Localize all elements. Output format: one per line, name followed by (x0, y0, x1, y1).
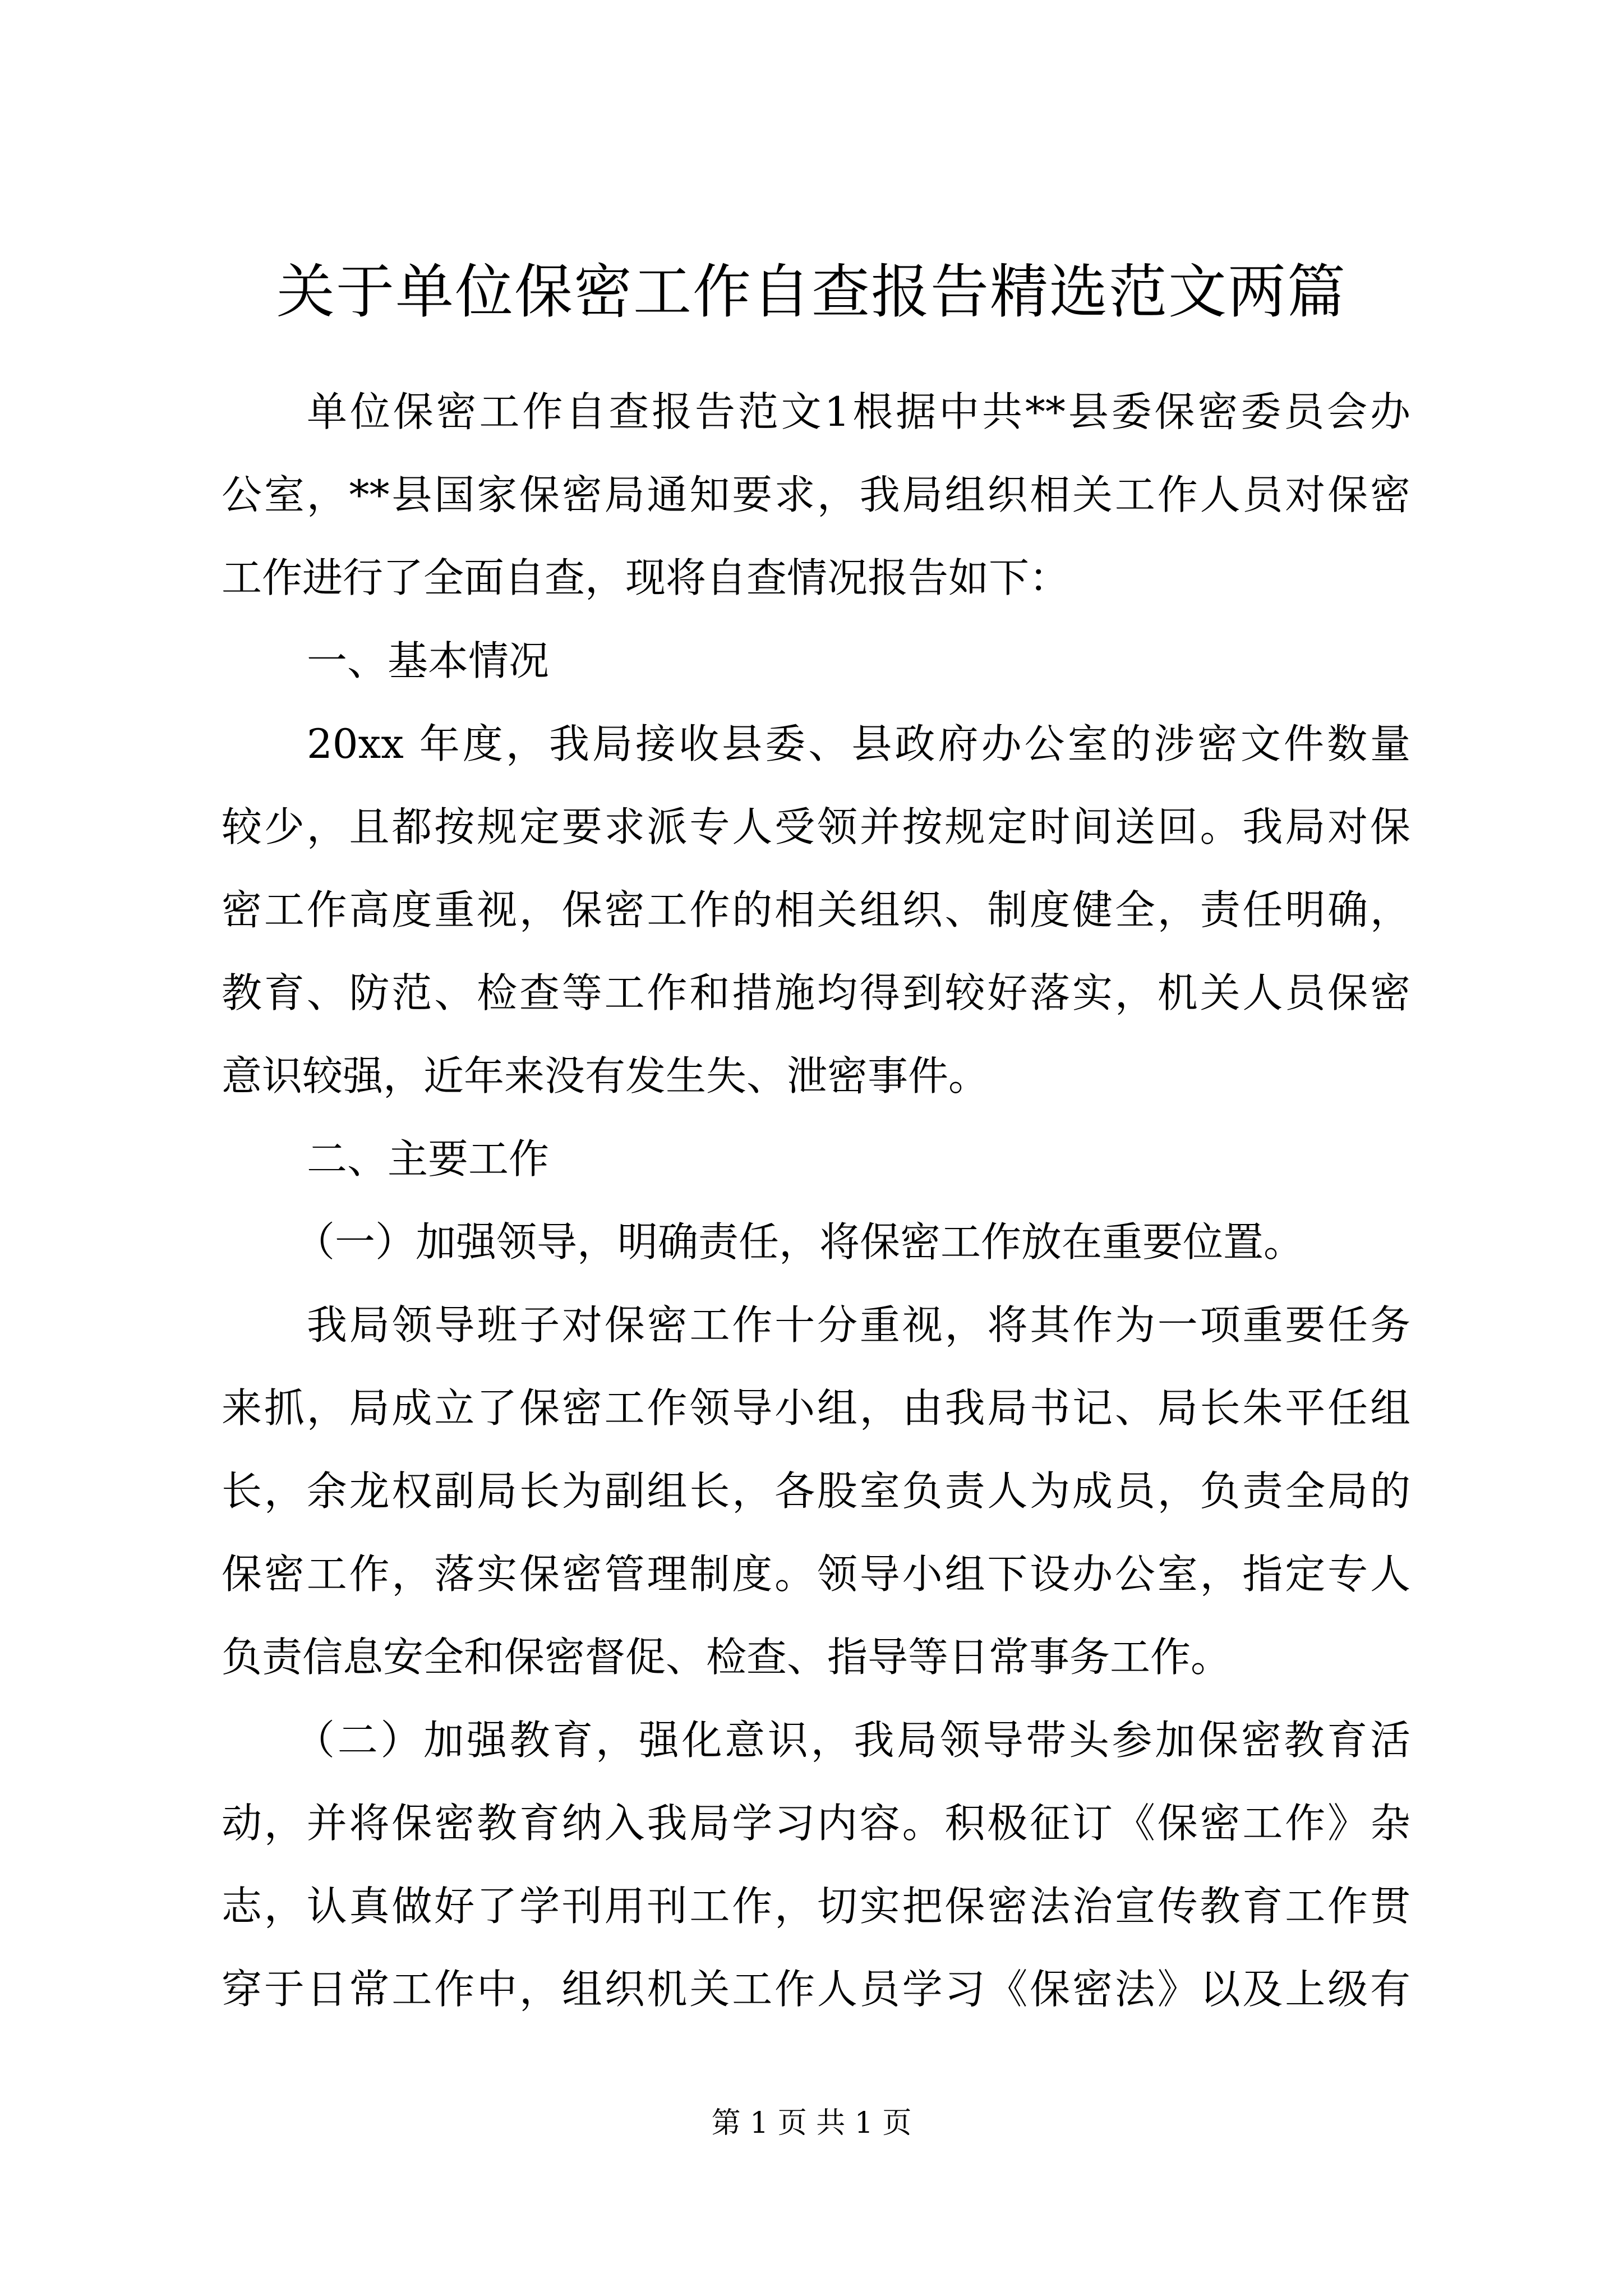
paragraph-line: 教育、防范、检查等工作和措施均得到较好落实，机关人员保密 (222, 969, 1410, 1016)
paragraph-line: 20xx 年度，我局接收县委、县政府办公室的涉密文件数量 (307, 720, 1410, 767)
paragraph-line: 我局领导班子对保密工作十分重视，将其作为一项重要任务 (307, 1301, 1410, 1349)
paragraph-line: 工作进行了全面自查，现将自查情况报告如下： (222, 554, 1070, 601)
paragraph-line: 密工作高度重视，保密工作的相关组织、制度健全，责任明确， (222, 886, 1410, 933)
section-heading: 二、主要工作 (307, 1135, 550, 1182)
paragraph-line: 公室，**县国家保密局通知要求，我局组织相关工作人员对保密 (222, 471, 1410, 518)
paragraph-line: 长，余龙权副局长为副组长，各股室负责人为成员，负责全局的 (222, 1467, 1410, 1515)
paragraph-line: 负责信息安全和保密督促、检查、指导等日常事务工作。 (222, 1634, 1232, 1681)
subsection-heading: （一）加强领导，明确责任，将保密工作放在重要位置。 (294, 1218, 1304, 1266)
section-heading: 一、基本情况 (307, 637, 550, 684)
paragraph-line: （二）加强教育，强化意识，我局领导带头参加保密教育活 (294, 1717, 1410, 1764)
paragraph-line: 单位保密工作自查报告范文1根据中共**县委保密委员会办 (307, 388, 1410, 435)
paragraph-line: 动，并将保密教育纳入我局学习内容。积极征订《保密工作》杂 (222, 1800, 1410, 1847)
paragraph-line: 穿于日常工作中，组织机关工作人员学习《保密法》以及上级有 (222, 1966, 1410, 2013)
document-body (222, 370, 1410, 2031)
paragraph-line: 较少，且都按规定要求派专人受领并按规定时间送回。我局对保 (222, 803, 1410, 850)
paragraph-line: 志，认真做好了学刊用刊工作，切实把保密法治宣传教育工作贯 (222, 1883, 1410, 1930)
page-number: 第 1 页 共 1 页 (711, 2106, 912, 2140)
paragraph-line: 保密工作，落实保密管理制度。领导小组下设办公室，指定专人 (222, 1550, 1410, 1598)
document-title: 关于单位保密工作自查报告精选范文两篇 (276, 257, 1347, 326)
paragraph-line: 意识较强，近年来没有发生失、泄密事件。 (222, 1052, 989, 1099)
paragraph-line: 来抓，局成立了保密工作领导小组，由我局书记、局长朱平任组 (222, 1384, 1410, 1432)
